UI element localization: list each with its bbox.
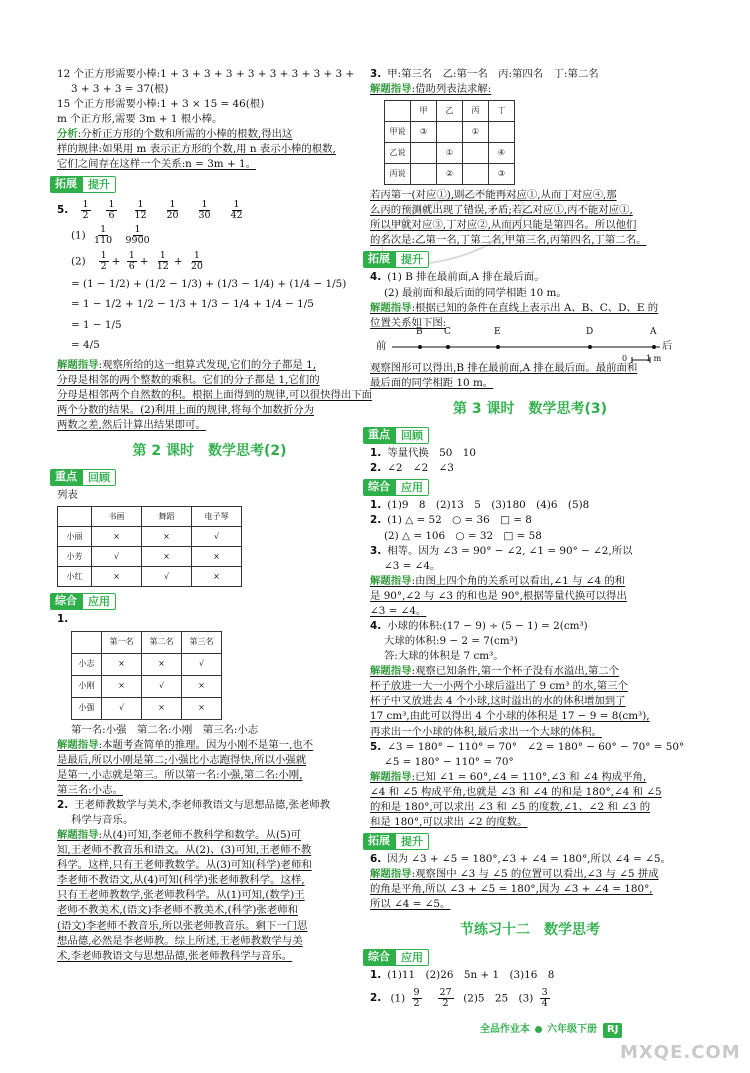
tip-line: 所以 ∠4 = ∠5。 [370, 898, 451, 911]
analysis-label: 分析 [57, 128, 78, 141]
text-line: 3 + 3 + 3 = 37(根) [71, 83, 169, 96]
analysis-line: 样的规律:如果用 m 表示正方形的个数,用 n 表示小棒的根数, [57, 143, 336, 156]
scale-label: 0 [622, 353, 628, 363]
answer-line: (2) 最前面和最后面的同学相距 10 m。 [384, 286, 567, 299]
equation-line: = 1 − 1/2 + 1/2 − 1/3 + 1/3 − 1/4 + 1/4 − 1/5 [71, 298, 314, 311]
answer-line: ∠3 = ∠4。 [384, 559, 441, 572]
table-cell: √ [142, 675, 182, 697]
numerator: 1 [137, 198, 144, 210]
tip-line: 和是 180°,可以求出 ∠2 的度数。 [370, 816, 528, 829]
question-number: 1. [370, 499, 382, 512]
section-badge [363, 949, 429, 966]
fraction [99, 251, 109, 272]
tip-line [57, 358, 362, 373]
table-cell: √ [142, 567, 192, 587]
denominator: 30 [198, 209, 211, 221]
table-cell: ③ [489, 164, 515, 185]
lesson-heading: 第 2 课时 数学思考(2) [132, 443, 287, 460]
numerator: 1 [159, 250, 166, 262]
numerator: 1 [134, 224, 141, 236]
denominator: 6 [128, 261, 135, 273]
table-cell: ④ [489, 143, 515, 164]
badge-main: 重点 [363, 427, 395, 444]
table-cell: × [92, 527, 142, 547]
tip-line: 的和是 180°,可以求出 ∠3 和 ∠5 的度数,∠1、∠2 和 ∠3 的 [370, 800, 651, 813]
point-label: D [586, 326, 594, 337]
tip-label: 解题指导 [370, 770, 412, 783]
badge-sub: 回顾 [395, 427, 429, 444]
fraction [412, 988, 422, 1009]
tip-line [370, 770, 690, 785]
question-number: 2. [370, 462, 382, 475]
tip-line: 的角是平角,所以 ∠3 + ∠5 = 180°,因为 ∠3 + ∠4 = 180°, [370, 883, 653, 896]
numerator: 1 [193, 250, 200, 262]
edition-tag: RJ [603, 1023, 622, 1038]
tip-text: :已知 ∠1 = 60°,∠4 = 110°,∠3 和 ∠4 构成平角, [411, 770, 647, 783]
reasoning-table [57, 506, 242, 587]
question-number: 4. [370, 271, 382, 284]
fraction [228, 200, 244, 221]
table-cell: × [142, 527, 192, 547]
table-cell: 第一名 [102, 631, 142, 653]
answer-text: ∠3 = 180° − 110° = 70° ∠2 = 180° − 60° − 70° = 50° [387, 740, 685, 753]
denominator: 6 [108, 209, 115, 221]
badge-main: 拓展 [363, 251, 395, 268]
table-cell: ① [463, 122, 489, 143]
denominator: 2 [442, 997, 449, 1009]
tip-text: :从(4)可知,李老师不教科学和数学。从(5)可 [98, 829, 302, 842]
answer-line: 科学与音乐。 [71, 813, 134, 826]
question-number: 1. [370, 447, 382, 460]
table-cell: √ [102, 697, 142, 719]
question-number: 3. [370, 68, 382, 80]
badge-main: 重点 [50, 469, 82, 486]
table-cell: ① [437, 143, 463, 164]
fraction [127, 251, 137, 272]
e2-row [370, 988, 690, 1009]
tip-label: 解题指导 [370, 83, 412, 96]
fraction [92, 225, 114, 246]
fraction [164, 200, 180, 221]
tip-line: 是最后,所以小刚是第二;小强比小志跑得快,所以小强就 [57, 753, 307, 766]
denominator: 20 [190, 261, 203, 273]
badge-sub: 回顾 [82, 469, 116, 486]
tip-line: 分母是相邻的两个整数的乘积。它们的分子都是 1,它们的 [57, 373, 320, 386]
question-number: 2. [370, 514, 382, 527]
table-cell: 小刚 [72, 675, 102, 697]
fraction [81, 200, 91, 221]
left-column [55, 67, 373, 964]
question-number: 2. [57, 798, 69, 811]
numerator: 3 [541, 986, 548, 998]
table-cell: 书画 [92, 507, 142, 527]
fraction [438, 988, 454, 1009]
front-label: 前 [376, 339, 387, 352]
tip-line: 最后面的同学相距 10 m。 [370, 376, 494, 389]
answer-text: 王老师教数学与美术,李老师教语文与思想品德,张老师教 [74, 798, 331, 811]
tip-line: 所以甲就对应③,丁对应②,从而丙只能是第四名。所以他们 [370, 219, 637, 232]
table-cell: × [192, 567, 242, 587]
point-c [446, 345, 450, 349]
question-number: 3. [370, 544, 382, 557]
tip-text: :借助列表法求解: [411, 83, 492, 96]
answer-text: 相等。因为 ∠3 = 90° − ∠2, ∠1 = 90° − ∠2,所以 [387, 544, 633, 557]
point-label: E [494, 326, 501, 337]
tip-label: 解题指导 [370, 301, 412, 314]
point-label: B [416, 326, 423, 337]
table-row [385, 122, 515, 143]
point-label: A [650, 326, 657, 337]
tip-line: 杯子放进一大一小两个小球后溢出了 9 cm³ 的水,第三个 [370, 680, 628, 693]
prediction-table [384, 100, 515, 185]
fraction [189, 251, 205, 272]
table-row [385, 143, 515, 164]
table-cell [385, 101, 411, 122]
section-badge [363, 833, 429, 850]
question-number: 6. [370, 853, 382, 866]
tip-line: 术,李老师教语文与思想品德,张老师教科学与音乐。 [57, 949, 293, 962]
answer-line: 第一名:小强 第二名:小刚 第三名:小志 [71, 723, 259, 736]
tip-line [370, 867, 690, 882]
question-number: 2. [370, 992, 382, 1005]
tip-line: ∠4 和 ∠5 构成平角,也就是 ∠3 和 ∠4 的和是 180°,∠4 和 ∠5 [370, 785, 662, 798]
number-line-svg [370, 335, 680, 369]
q5-part1 [57, 225, 362, 246]
numerator: 1 [233, 198, 240, 210]
table-cell [489, 122, 515, 143]
tip-line: 杯子中又放进去 4 个小球,这时溢出的水的体积增加到了 [370, 695, 626, 708]
section-badge [363, 427, 429, 444]
numerator: 1 [100, 224, 107, 236]
tip-line: 科学。这样,只有王老师教数学。从(3)可知(科学)老师和 [57, 859, 312, 872]
table-cell: ② [437, 164, 463, 185]
tip-line [57, 738, 362, 753]
fraction [540, 988, 550, 1009]
answer-text: 等量代换 50 10 [387, 447, 476, 460]
part-label: (1) [390, 992, 406, 1005]
table-cell: × [182, 675, 222, 697]
question-number: 1. [57, 613, 69, 626]
badge-sub: 应用 [395, 949, 429, 966]
tip-line: 李老师不教语文,从(4)可知(科学)张老师教科学。这样, [57, 874, 305, 887]
tip-line: 两数之差,然后计算出结果即可。 [57, 418, 206, 431]
back-label: 后 [662, 339, 673, 352]
numerator: 9 [413, 986, 420, 998]
table-cell: 小志 [72, 653, 102, 675]
text-line: 12 个正方形需要小棒:1 + 3 + 3 + 3 + 3 + 3 + 3 + 3 + 3 + [57, 68, 355, 80]
text-line: 15 个正方形需要小棒:1 + 3 × 15 = 46(根) [57, 98, 265, 111]
fraction [123, 225, 151, 246]
section-badge [363, 251, 429, 268]
denominator: 42 [230, 209, 243, 221]
tip-label: 解题指导 [370, 868, 412, 881]
table-row [72, 653, 222, 675]
answer-text: (2)5 25 (3) [463, 992, 534, 1005]
table-cell: 小强 [72, 697, 102, 719]
tip-line [370, 82, 690, 97]
table-row [385, 164, 515, 185]
badge-main: 综合 [363, 479, 395, 496]
right-column [370, 67, 690, 1014]
table-cell [58, 507, 92, 527]
answer-text: 因为 ∠3 + ∠5 = 180°,∠3 + ∠4 = 180°,所以 ∠4 = ∠5。 [387, 853, 671, 866]
tip-text: :本题考查简单的推理。因为小刚不是第一,也不 [98, 738, 314, 751]
denominator: 2 [413, 997, 420, 1009]
section-badge [50, 176, 116, 193]
numerator: 1 [201, 198, 208, 210]
table-cell: 第二名 [142, 631, 182, 653]
tip-line [370, 301, 690, 316]
fraction [196, 200, 212, 221]
table-cell: 电子琴 [192, 507, 242, 527]
question-number: 5. [370, 740, 382, 753]
grade-label: 六年级下册 [547, 1024, 597, 1035]
denominator: 4 [541, 997, 548, 1009]
denominator: 12 [156, 261, 169, 273]
question-number: 4. [370, 620, 382, 633]
tip-line: 17 cm³,由此可以得出 4 个小球的体积是 17 − 9 = 8(cm³), [370, 710, 650, 723]
table-cell: 甲说 [385, 122, 411, 143]
question-number: 5. [57, 204, 69, 217]
tip-line: 两个分数的结果。(2)利用上面的规律,将每个加数折分为 [57, 403, 315, 416]
tip-label: 解题指导 [57, 358, 99, 371]
numerator: 1 [128, 250, 135, 262]
equation-line: = (1 − 1/2) + (1/2 − 1/3) + (1/3 − 1/4) + (1/4 − 1/5) [71, 278, 347, 291]
table-cell: √ [182, 653, 222, 675]
table-cell: 丁 [489, 101, 515, 122]
analysis-line: 它们之间存在这样一个关系:n = 3m + 1。 [57, 158, 256, 171]
answer-line: ∠5 = 180° − 110° = 70° [384, 755, 514, 768]
table-cell: × [102, 675, 142, 697]
table-cell: × [142, 653, 182, 675]
badge-sub: 应用 [395, 479, 429, 496]
table-row [72, 675, 222, 697]
tip-line [57, 828, 362, 843]
scale-label: 1 m [646, 353, 662, 363]
badge-main: 拓展 [50, 176, 82, 193]
tip-line: 观察图形可以得出,B 排在最前面,A 排在最后面。最前面和 [370, 361, 638, 374]
tip-line: 知,王老师不教音乐和语文。从(2)、(3)可知,王老师不教 [57, 844, 312, 857]
denominator: 20 [166, 209, 179, 221]
table-cell [463, 143, 489, 164]
table-cell: × [192, 547, 242, 567]
table-cell [411, 164, 437, 185]
denominator: 2 [82, 209, 89, 221]
point-b [418, 345, 422, 349]
table-cell: √ [92, 547, 142, 567]
badge-sub: 应用 [82, 593, 116, 610]
table-cell: × [102, 653, 142, 675]
answer-text: 小球的体积:(17 − 9) ÷ (5 − 1) = 2(cm³) [387, 620, 588, 633]
tip-label: 解题指导 [57, 829, 99, 842]
tip-line: ∠3 = ∠4。 [370, 604, 427, 617]
answer-text: (1) B 排在最前面,A 排在最后面。 [387, 271, 545, 284]
tip-line [370, 574, 690, 589]
answer-line: 大球的体积:9 − 2 = 7(cm³) [384, 635, 518, 648]
ranking-table [71, 631, 222, 720]
tip-text: :观察已知条件,第一个杯子没有水溢出,第二个 [411, 665, 620, 678]
answer-line: 答:大球的体积是 7 cm³。 [384, 650, 504, 663]
fraction [155, 251, 171, 272]
tip-text: :根据已知的条件在直线上表示出 A、B、C、D、E 的 [411, 301, 659, 314]
answer-text: (1)9 8 (2)13 5 (3)180 (4)6 (5)8 [387, 499, 590, 512]
denominator: 12 [134, 209, 147, 221]
tip-text: :由图上四个角的关系可以看出,∠1 与 ∠4 的和 [411, 574, 626, 587]
point-label: C [444, 326, 451, 337]
point-d [588, 345, 592, 349]
q5-fracs [57, 200, 362, 221]
denominator: 2 [100, 261, 107, 273]
fraction [106, 200, 116, 221]
point-a [652, 345, 656, 349]
table-cell: 第三名 [182, 631, 222, 653]
bullet-icon [535, 1026, 542, 1033]
table-row [58, 567, 242, 587]
table-cell: 小红 [58, 567, 92, 587]
tip-line: 位置关系如下图: [370, 316, 447, 329]
numerator: 1 [108, 198, 115, 210]
tip-line: (语文)李老师不教音乐,所以张老师教音乐。剩下一门思 [57, 919, 308, 932]
page-footer [480, 1023, 622, 1038]
tip-line: 再求出一个小球的体积,最后求出一个大球的体积。 [370, 725, 602, 738]
tip-line: 是第一,小志就是第三。所以第一名:小强,第二名:小刚, [57, 768, 303, 781]
table-cell: 乙说 [385, 143, 411, 164]
section-badge [50, 469, 116, 486]
tip-label: 解题指导 [57, 738, 99, 751]
tip-text: :观察图中 ∠3 与 ∠5 的位置可以看出,∠3 与 ∠5 拼成 [411, 868, 659, 881]
tip-line: 若丙第一(对应①),则乙不能再对应①,从而丁对应④,那 [370, 189, 617, 202]
point-e [496, 345, 500, 349]
numerator: 1 [100, 250, 107, 262]
analysis-text: :分析正方形的个数和所需的小棒的根数,得出这 [77, 128, 293, 141]
numerator: 1 [169, 198, 176, 210]
table-cell: × [142, 697, 182, 719]
text-line: m 个正方形,需要 3m + 1 根小棒。 [57, 113, 223, 126]
tip-label: 解题指导 [370, 574, 412, 587]
denominator: 9900 [125, 235, 150, 247]
part-label: (1) [71, 229, 86, 242]
tip-line: 想品德,必然是李老师教。综上所述,王老师教数学与美 [57, 934, 303, 947]
section-badge [50, 593, 116, 610]
answer-text: (1)11 (2)26 5n + 1 (3)16 8 [387, 968, 555, 981]
question-number: 1. [370, 968, 382, 981]
lesson-heading: 第 3 课时 数学思考(3) [452, 400, 608, 417]
table-row [58, 527, 242, 547]
table-cell: × [142, 547, 192, 567]
answer-text: 甲:第三名 乙:第一名 丙:第四名 丁:第二名 [387, 68, 599, 80]
denominator: 110 [94, 235, 113, 247]
table-header-row [72, 631, 222, 653]
equation-line: = 1 − 1/5 [71, 318, 122, 331]
table-cell [463, 164, 489, 185]
table-cell: × [182, 697, 222, 719]
tip-line: 老师不教美术,(语文)李老师不教美术,(科学)张老师和 [57, 904, 299, 917]
fraction [132, 200, 148, 221]
table-cell: 舞蹈 [142, 507, 192, 527]
badge-main: 综合 [50, 593, 82, 610]
answer-text: (1) △ = 52 ○ = 36 □ = 8 [387, 514, 532, 527]
tip-line: 只有王老师教数学,张老师教科学。从(1)可知,(数学)王 [57, 889, 305, 902]
q5-part2: (2) $\frac{1}{2}$ + $\frac{1}{6}$ + $\frac{1}{12}$ + $\frac{1}{20}$ [71, 250, 203, 273]
tip-text: :观察所给的这一组算式发现,它们的分子都是 1, [98, 358, 317, 371]
table-header-row [58, 507, 242, 527]
answer-text: ∠2 ∠2 ∠3 [387, 462, 454, 475]
section-badge [363, 479, 429, 496]
unit-heading: 节练习十二 数学思考 [460, 922, 600, 939]
tip-label: 解题指导 [370, 665, 412, 678]
badge-sub: 提升 [395, 833, 429, 850]
tip-line: 分母是相邻两个自然数的积。根据上面得到的规律,可以很快得出下面 [57, 388, 373, 401]
tip-line: 么丙的预测就出现了错误,矛盾;若乙对应①,丙不能对应①, [370, 204, 633, 217]
tip-line: 是 90°,∠2 与 ∠3 的和也是 90°,根据等量代换可以得出 [370, 589, 627, 602]
table-cell: √ [192, 527, 242, 547]
badge-main: 综合 [363, 949, 395, 966]
part-label: (2) [71, 255, 86, 268]
tip-line [370, 664, 690, 679]
numerator: 1 [82, 198, 89, 210]
table-cell: 小丽 [58, 527, 92, 547]
badge-sub: 提升 [395, 251, 429, 268]
tip-line: 第三名:小志。 [57, 783, 123, 796]
brand-label: 全品作业本 [480, 1024, 530, 1035]
table-cell: × [92, 567, 142, 587]
badge-sub: 提升 [82, 176, 116, 193]
text-line: 列表 [57, 489, 78, 502]
table-cell: 小芳 [58, 547, 92, 567]
answer-line: (2) △ = 106 ○ = 32 □ = 58 [384, 529, 542, 542]
table-cell: 丙 [463, 101, 489, 122]
table-cell [411, 143, 437, 164]
table-cell: ③ [411, 122, 437, 143]
table-cell: 乙 [437, 101, 463, 122]
tip-line: 的名次是:乙第一名,丁第二名,甲第三名,丙第四名,丁第二名。 [370, 234, 647, 247]
analysis-line [57, 127, 362, 142]
watermark: MXQE.COM [620, 1042, 741, 1063]
table-cell: 丙说 [385, 164, 411, 185]
numerator: 27 [439, 986, 452, 998]
table-cell [72, 631, 102, 653]
equation-line: = 4/5 [71, 338, 100, 351]
badge-main: 拓展 [363, 833, 395, 850]
table-cell: 甲 [411, 101, 437, 122]
table-row [58, 547, 242, 567]
table-cell [437, 122, 463, 143]
table-row [72, 697, 222, 719]
table-header-row [385, 101, 515, 122]
number-line-diagram [370, 326, 690, 363]
